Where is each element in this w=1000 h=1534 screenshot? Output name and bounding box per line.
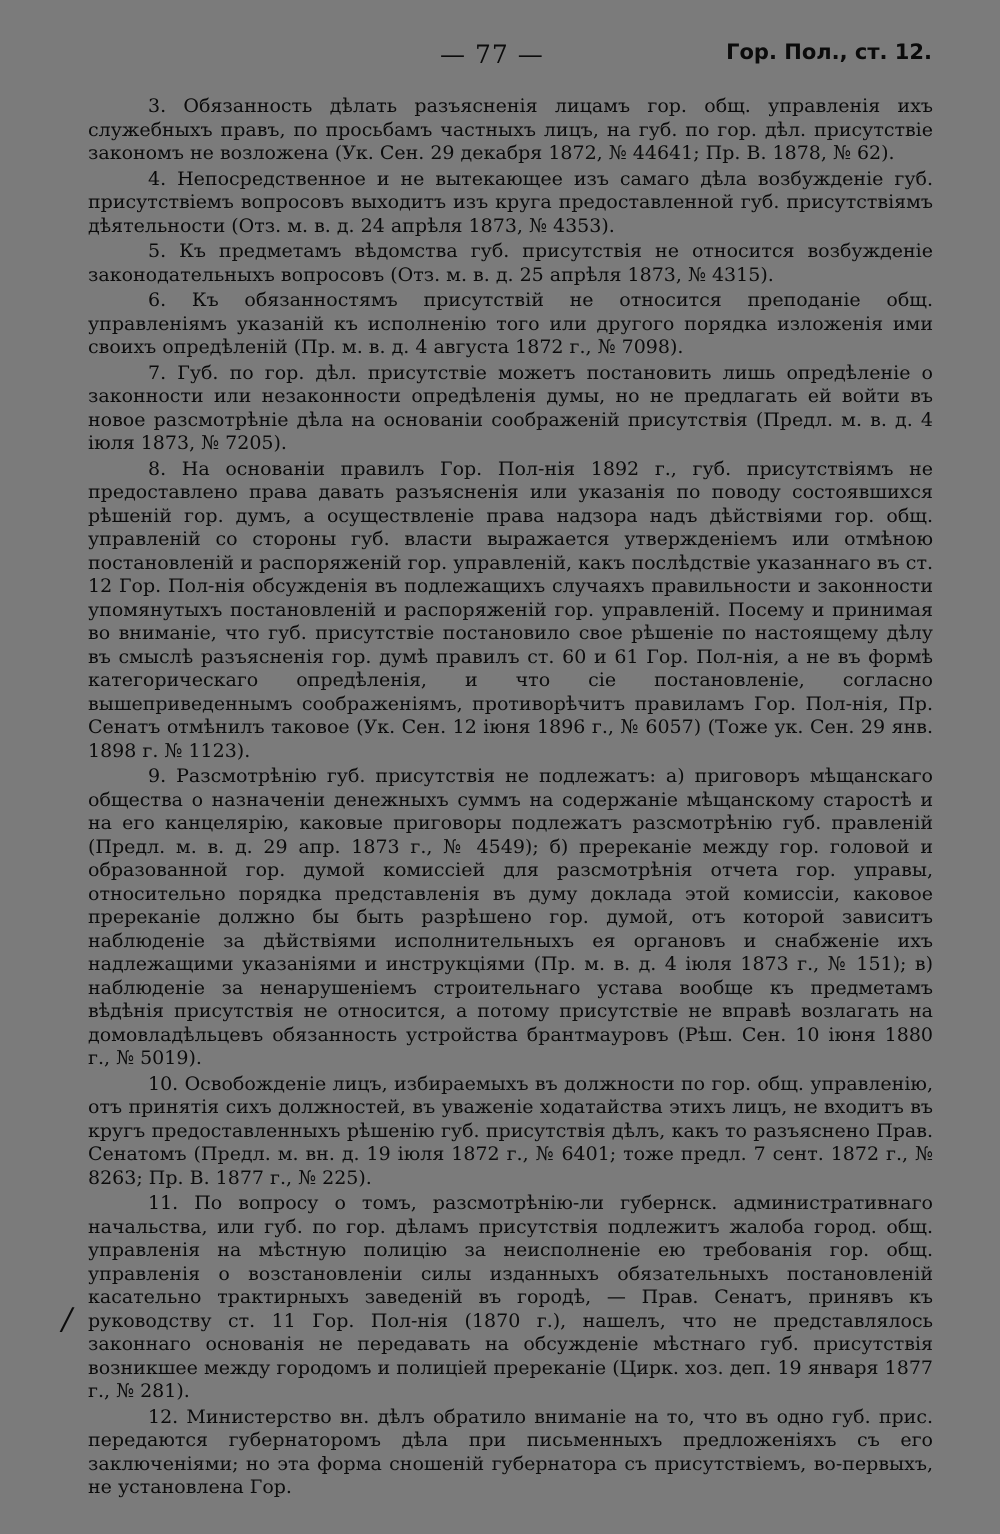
paragraph-6: 6. Къ обязанностямъ присутствій не относится преподаніе общ. управленіямъ указаній къ исполненію того или другого порядка изложенія ими своихъ опредѣленій (Пр. м. в. д. 4 августа 1872 г., № 7098).	[88, 289, 933, 358]
page-header	[0, 40, 1000, 80]
paragraph-8: 8. На основаніи правилъ Гор. Пол-нія 1892 г., губ. присутствіямъ не предоставлено права давать разъясненія или указанія по поводу состоявшихся рѣшеній гор. думъ, а осуществленіе права надзора надъ дѣйствіями гор. общ. управленій со стороны губ. власти выражается утвержденіемъ или отмѣною постановленій и распоряженій гор. управленій, какъ послѣдствіе указаннаго въ ст. 12 Гор. Пол-нія обсужденія въ подлежащихъ случаяхъ правильности и законности упомянутыхъ постановленій и распоряженій гор. управленій. Посему и принимая во вниманіе, что губ. присутствіе постановило свое рѣшеніе по настоящему дѣлу въ смыслѣ разъясненія гор. думѣ правилъ ст. 60 и 61 Гор. Пол-нія, а не въ формѣ категорическаго опредѣленія, и что сіе постановленіе, согласно вышеприведеннымъ соображеніямъ, противорѣчитъ правиламъ Гор. Пол-нія, Пр. Сенатъ отмѣнилъ таковое (Ук. Сен. 12 іюня 1896 г., № 6057) (Тоже ук. Сен. 29 янв. 1898 г. № 1123).	[88, 457, 933, 762]
paragraph-10: 10. Освобожденіе лицъ, избираемыхъ въ должности по гор. общ. управленію, отъ принятія сихъ должностей, въ уваженіе ходатайства этихъ лицъ, не входитъ въ кругъ предоставленныхъ рѣшенію губ. присутствія дѣлъ, какъ то разъяснено Прав. Сенатомъ (Предл. м. вн. д. 19 іюля 1872 г., № 6401; тоже предл. 7 сент. 1872 г., № 8263; Пр. В. 1877 г., № 225).	[88, 1072, 933, 1189]
paragraph-5: 5. Къ предметамъ вѣдомства губ. присутствія не относится возбужденіе законодательныхъ вопросовъ (Отз. м. в. д. 25 апрѣля 1873, № 4315).	[88, 240, 933, 286]
paragraph-12: 12. Министерство вн. дѣлъ обратило вниманіе на то, что въ одно губ. прис. передаются губернаторомъ дѣла при письменныхъ предложеніяхъ съ его заключеніями; но эта форма сношеній губернатора съ присутствіемъ, во-первыхъ, не установлена Гор.	[88, 1405, 933, 1498]
paragraph-11: 11. По вопросу о томъ, разсмотрѣнію-ли губернск. административнаго начальства, или губ. по гор. дѣламъ присутствія подлежитъ жалоба город. общ. управленія на мѣстную полицію за неисполненіе ею требованія гор. общ. управленія о возстановленіи силы изданныхъ обязательныхъ постановленій касательно трактирныхъ заведеній въ городѣ, — Прав. Сенатъ, принявъ къ руководству ст. 11 Гор. Пол-нія (1870 г.), нашелъ, что не представлялось законнаго основанія не передавать на обсужденіе мѣстнаго губ. присутствія возникшее между городомъ и полиціей пререканіе (Цирк. хоз. деп. 19 января 1877 г., № 281).	[88, 1192, 933, 1402]
page-body	[88, 95, 933, 1502]
paragraph-4: 4. Непосредственное и не вытекающее изъ самаго дѣла возбужденіе губ. присутствіемъ вопросовъ выходитъ изъ круга предоставленной губ. присутствіямъ дѣятельности (Отз. м. в. д. 24 апрѣля 1873, № 4353).	[88, 167, 933, 237]
running-head: Гор. Пол., ст. 12.	[726, 40, 932, 64]
paragraph-9: 9. Разсмотрѣнію губ. присутствія не подлежатъ: а) приговоръ мѣщанскаго общества о назначеніи денежныхъ суммъ на содержаніе мѣщанскому старостѣ и на его канцелярію, каковые приговоры подлежатъ разсмотрѣнію губ. правленій (Предл. м. в. д. 29 апр. 1873 г., № 4549); б) пререканіе между гор. головой и образованной гор. думой комиссіей для разсмотрѣнія отчета гор. управы, относительно порядка представленія въ думу доклада этой комиссіи, каковое пререканіе должно бы быть разрѣшено гор. думой, отъ которой зависитъ наблюденіе за дѣйствіями исполнительныхъ ея органовъ и снабженіе ихъ надлежащими указаніями и инструкціями (Пр. м. в. д. 4 іюля 1873 г., № 151); в) наблюденіе за ненарушеніемъ строительнаго устава вообще къ предметамъ вѣдѣнія присутствія не относится, а потому присутствіе не вправѣ возлагать на домовладѣльцевъ обязанность устройства брантмауровъ (Рѣш. Сен. 10 іюня 1880 г., № 5019).	[88, 765, 933, 1069]
paragraph-3: 3. Обязанность дѣлать разъясненія лицамъ гор. общ. управленія ихъ служебныхъ правъ, по просьбамъ частныхъ лицъ, на губ. по гор. дѣл. присутствіе закономъ не возложена (Ук. Сен. 29 декабря 1872, № 44641; Пр. В. 1878, № 62).	[88, 95, 933, 164]
paragraph-7: 7. Губ. по гор. дѣл. присутствіе можетъ постановить лишь опредѣленіе о законности или незаконности опредѣленія думы, но не предлагать ей войти въ новое разсмотрѣніе дѣла на основаніи соображеній присутствія (Предл. м. в. д. 4 іюля 1873, № 7205).	[88, 361, 933, 454]
page-number: — 77 —	[440, 40, 544, 69]
margin-mark: /	[62, 1302, 73, 1337]
